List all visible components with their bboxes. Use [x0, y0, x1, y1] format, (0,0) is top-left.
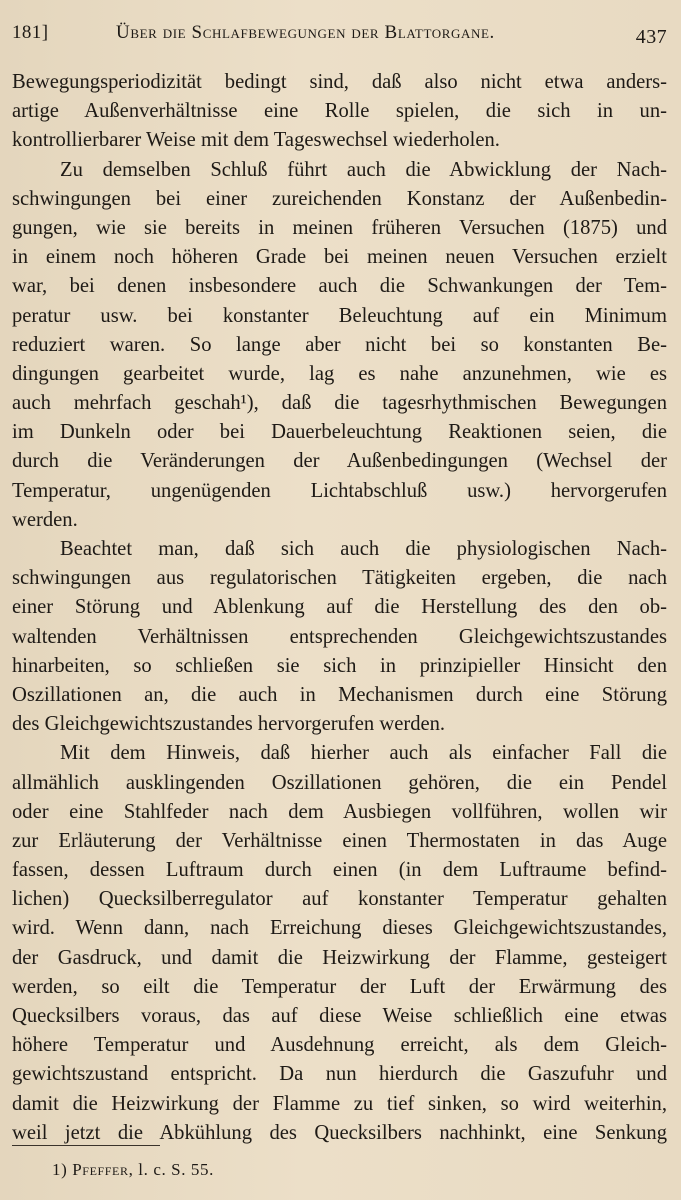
text-line: Oszillationen an, die auch in Mechanismen durch eine Störung: [12, 683, 667, 706]
section-number: 181]: [12, 22, 49, 43]
text-line: durch die Veränderungen der Außenbedingungen (Wechsel der: [12, 450, 667, 473]
footnote-reference: l. c. S. 55.: [138, 1160, 214, 1179]
text-line: damit die Heizwirkung der Flamme zu tief sinken, so wird weiterhin,: [12, 1092, 667, 1115]
text-line: peratur usw. bei konstanter Beleuchtung auf ein Minimum: [12, 304, 667, 327]
footnote-marker: 1): [52, 1160, 68, 1179]
text-line: Quecksilbers voraus, das auf diese Weise schließlich eine etwas: [12, 1005, 667, 1027]
text-line: im Dunkeln oder bei Dauerbeleuchtung Reaktionen seien, die: [12, 421, 667, 444]
text-line: war, bei denen insbesondere auch die Schwankungen der Tem-: [12, 275, 667, 298]
running-title: Über die Schlafbewegungen der Blattorgane.: [116, 22, 495, 43]
text-line: in einem noch höheren Grade bei meinen neuen Versuchen erzielt: [12, 246, 667, 269]
footnote: [52, 1160, 214, 1180]
text-line: werden, so eilt die Temperatur der Luft der Erwärmung des: [12, 975, 667, 998]
text-line: Bewegungsperiodizität bedingt sind, daß also nicht etwa anders-: [12, 71, 667, 93]
text-line: Temperatur, ungenügenden Lichtabschluß usw.) hervorgerufen: [12, 479, 667, 502]
text-line: hinarbeiten, so schließen sie sich in prinzipieller Hinsicht den: [12, 654, 667, 677]
paragraph-start-line: Mit dem Hinweis, daß hierher auch als einfacher Fall die: [60, 742, 667, 765]
text-line: dingungen gearbeitet wurde, lag es nahe anzunehmen, wie es: [12, 362, 667, 385]
text-line: des Gleichgewichtszustandes hervorgerufen werden.: [12, 713, 446, 736]
text-line: zur Erläuterung der Verhältnisse einen Thermostaten in das Auge: [12, 829, 667, 852]
paragraph-start-line: Beachtet man, daß sich auch die physiologischen Nach-: [60, 538, 667, 560]
text-line: fassen, dessen Luftraum durch einen (in dem Luftraume befind-: [12, 859, 667, 882]
text-line: gungen, wie sie bereits in meinen früheren Versuchen (1875) und: [12, 216, 667, 239]
text-line: höhere Temperatur und Ausdehnung erreicht, als dem Gleich-: [12, 1034, 667, 1057]
text-line: gewichtszustand entspricht. Da nun hierdurch die Gaszufuhr und: [12, 1063, 667, 1086]
text-line: schwingungen bei einer zureichenden Konstanz der Außenbedin-: [12, 187, 667, 210]
text-line: wird. Wenn dann, nach Erreichung dieses Gleichgewichtszustandes,: [12, 917, 667, 940]
page-number: 437: [635, 26, 667, 48]
footnote-author: Pfeffer,: [72, 1160, 134, 1179]
text-line: auch mehrfach geschah¹), daß die tagesrhythmischen Bewegungen: [12, 392, 667, 415]
text-line: einer Störung und Ablenkung auf die Herstellung des den ob-: [12, 596, 667, 619]
text-line: der Gasdruck, und damit die Heizwirkung der Flamme, gesteigert: [12, 946, 667, 969]
text-line: weil jetzt die Abkühlung des Quecksilbers nachhinkt, eine Senkung: [12, 1121, 667, 1144]
running-header: [12, 20, 667, 54]
text-line: werden.: [12, 508, 78, 531]
footnote-divider: [12, 1145, 160, 1146]
text-line: kontrollierbarer Weise mit dem Tageswechsel wiederholen.: [12, 129, 500, 152]
text-line: reduziert waren. So lange aber nicht bei so konstanten Be-: [12, 333, 667, 356]
paragraph-start-line: Zu demselben Schluß führt auch die Abwicklung der Nach-: [60, 158, 667, 181]
text-line: lichen) Quecksilberregulator auf konstanter Temperatur gehalten: [12, 888, 667, 911]
text-line: artige Außenverhältnisse eine Rolle spielen, die sich in un-: [12, 100, 667, 123]
text-line: oder eine Stahlfeder nach dem Ausbiegen vollführen, wollen wir: [12, 800, 667, 823]
text-line: allmählich ausklingenden Oszillationen gehören, die ein Pendel: [12, 771, 667, 794]
body-text: [12, 68, 667, 1148]
text-line: waltenden Verhältnissen entsprechenden Gleichgewichtszustandes: [12, 625, 667, 648]
text-line: schwingungen aus regulatorischen Tätigkeiten ergeben, die nach: [12, 567, 667, 590]
